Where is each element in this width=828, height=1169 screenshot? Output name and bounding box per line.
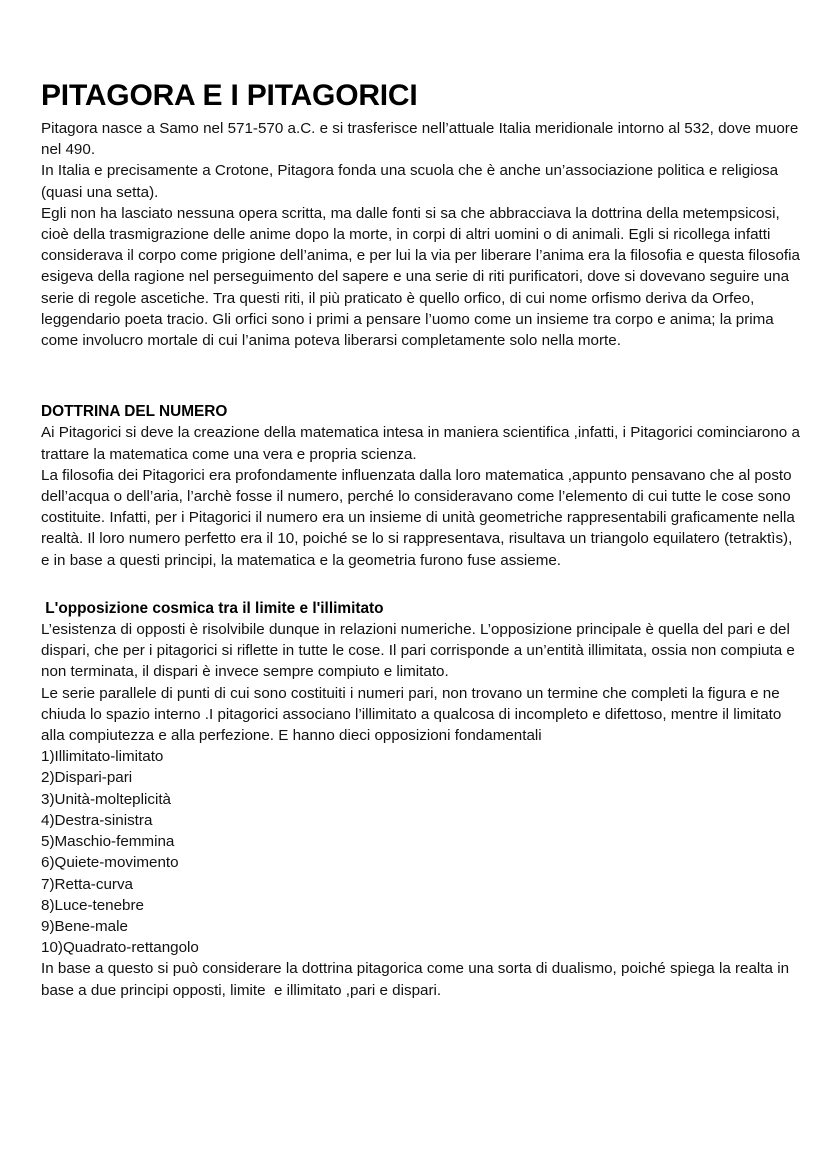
opposition-paragraph: L’esistenza di opposti è risolvibile dunque in relazioni numeriche. L’opposizione principale è quella del pari e del dispari, che per i pitagorici si riflette in tutte le cose. Il pari corrisponde a un’entità illimitata, ossia non compiuta e non terminata, il dispari è invece sempre compiuto e limitato. [41, 621, 795, 681]
number-paragraph: La filosofia dei Pitagorici era profondamente influenzata dalla loro matematica ,appunto pensavano che al posto dell’acqua o dell’aria, l’archè fosse il numero, perché lo consideravano come l’elemento di cui tutte le cose sono costituite. Infatti, per i Pitagorici il numero era un insieme di unità geometriche rappresentabili graficamente nella realtà. Il loro numero perfetto era il 10, poiché se lo si rappresentava, risultava un triangolo equilatero (tetraktìs), e in base a questi principi, la matematica e la geometria furono fuse assieme. [41, 466, 795, 569]
opposition-item: 2)Dispari-pari [41, 769, 133, 787]
opposition-paragraph: Le serie parallele di punti di cui sono costituiti i numeri pari, non trovano un termine che completi la figura e ne chiuda lo spazio interno .I pitagorici associano l’illimitato a qualcosa di incompleto e difettoso, mentre il limitato alla compiutezza e alla perfezione. E hanno dieci opposizioni fondamentali [41, 684, 782, 745]
intro-paragraph: Egli non ha lasciato nessuna opera scritta, ma dalle fonti si sa che abbracciava la dottrina della metempsicosi, cioè della trasmigrazione delle anime dopo la morte, in corpi di altri uomini o di animali. Egli si ricollega infatti considerava il corpo come prigione dell’anima, e per lui la via per liberare l’anima era la filosofia e questa filosofia esigeva della ragione nel perseguimento del sapere e una serie di riti purificatori, dove si dovevano seguire una serie di regole ascetiche. Tra questi riti, il più praticato è quello orfico, di cui nome orfismo deriva da Orfeo, leggendario poeta tracio. Gli orfici sono i primi a pensare l’uomo come un insieme tra corpo e anima; la prima come involucro mortale di cui l’anima poteva liberarsi completamente solo nella morte. [41, 204, 800, 350]
opposition-item: 9)Bene-male [41, 917, 128, 935]
opposition-item: 1)Illimitato-limitato [41, 748, 164, 766]
opposition-item: 4)Destra-sinistra [41, 811, 153, 829]
opposition-item: 7)Retta-curva [41, 875, 134, 893]
oppositions-list [41, 746, 801, 958]
intro-paragraph: Pitagora nasce a Samo nel 571-570 a.C. e si trasferisce nell’attuale Italia meridionale intorno al 532, dove muore nel 490. [41, 120, 799, 159]
document-page [41, 78, 801, 1001]
section-heading-number: DOTTRINA DEL NUMERO [41, 403, 228, 421]
number-paragraph: Ai Pitagorici si deve la creazione della matematica intesa in maniera scientifica ,infatti, i Pitagorici cominciarono a trattare la matematica come una vera e propria scienza. [41, 424, 800, 463]
section-spacer [41, 351, 801, 401]
opposition-item: 3)Unità-molteplicità [41, 790, 171, 808]
intro-paragraph: In Italia e precisamente a Crotone, Pitagora fonda una scuola che è anche un’associazione politica e religiosa (quasi una setta). [41, 162, 779, 201]
section-spacer [41, 571, 801, 598]
section-heading-opposition: L'opposizione cosmica tra il limite e l'illimitato [41, 599, 384, 617]
document-title: PITAGORA E I PITAGORICI [41, 79, 418, 112]
conclusion-paragraph: In base a questo si può considerare la dottrina pitagorica come una sorta di dualismo, poiché spiega la realta in base a due principi opposti, limite e illimitato ,pari e dispari. [41, 960, 794, 999]
opposition-item: 8)Luce-tenebre [41, 896, 145, 914]
opposition-item: 5)Maschio-femmina [41, 833, 175, 851]
opposition-item: 6)Quiete-movimento [41, 854, 179, 872]
opposition-item: 10)Quadrato-rettangolo [41, 939, 199, 957]
